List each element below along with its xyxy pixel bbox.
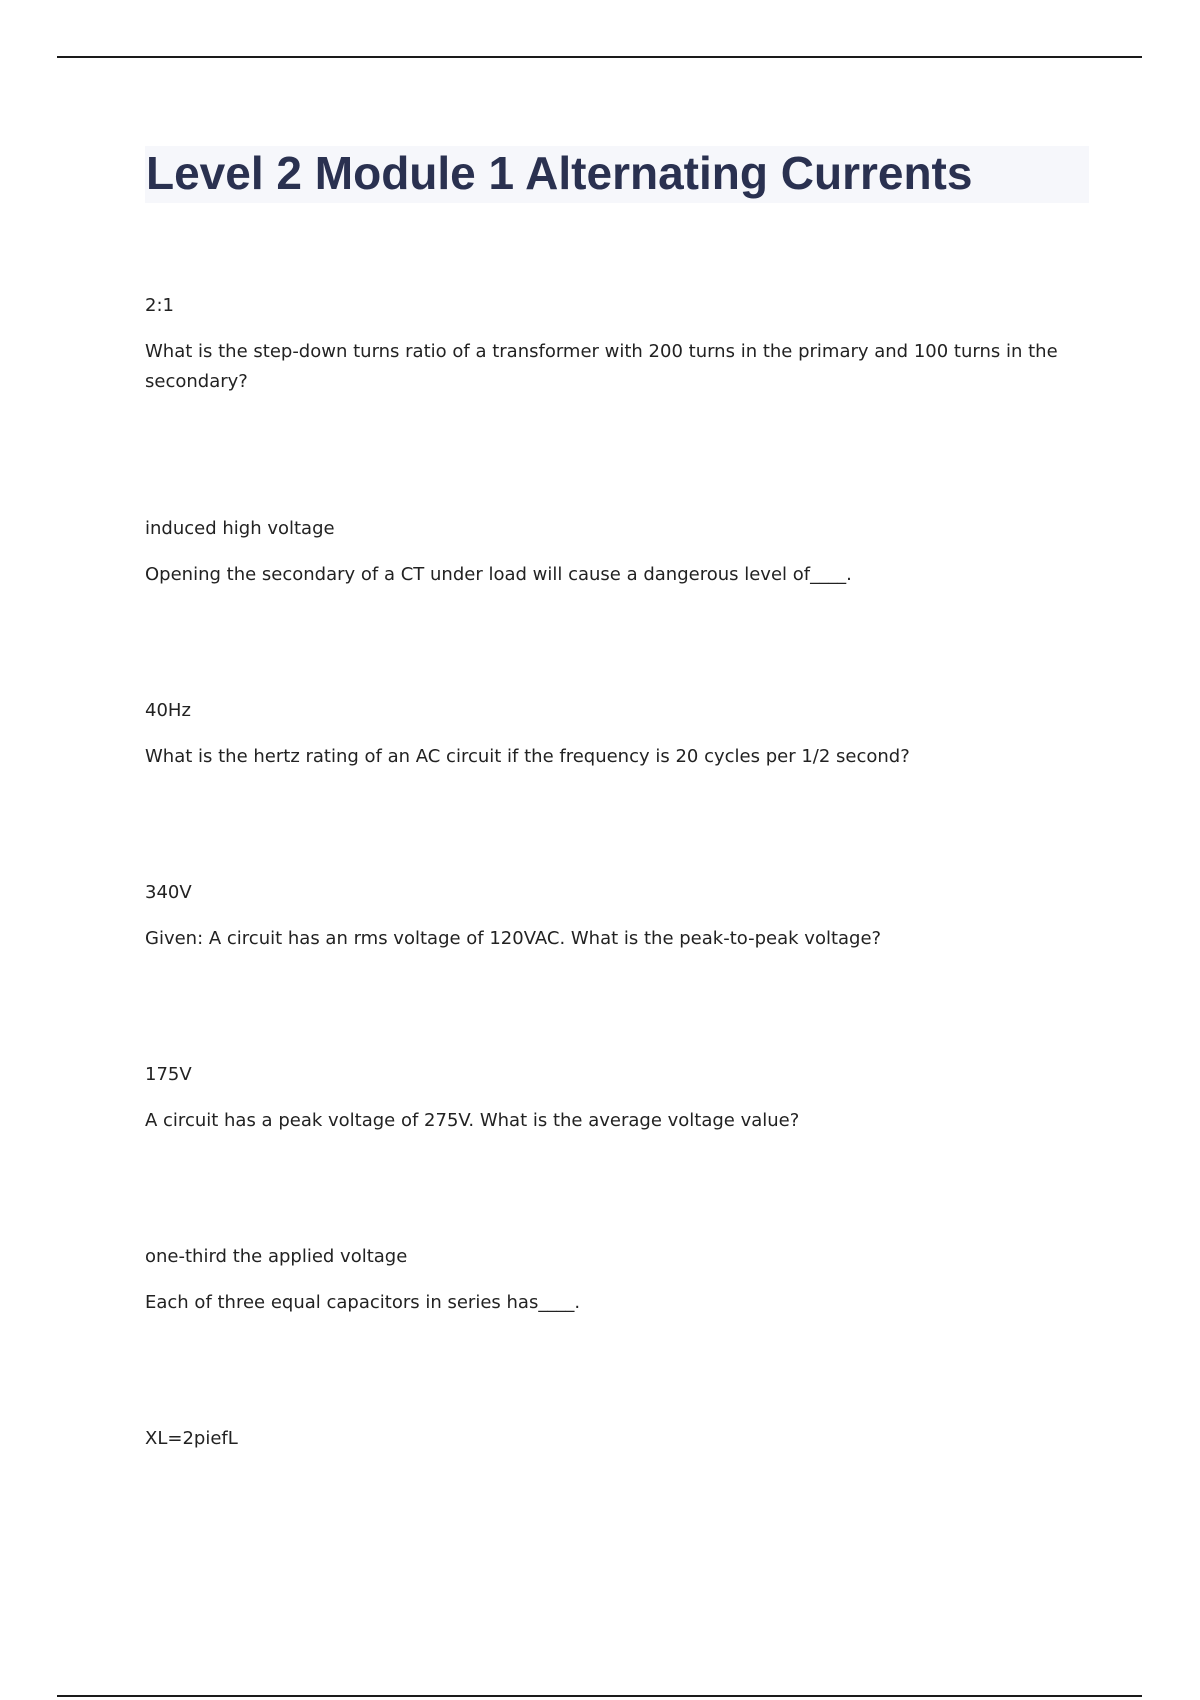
answer-text: XL=2piefL xyxy=(145,1428,238,1449)
question-text: What is the hertz rating of an AC circuit if the frequency is 20 cycles per 1/2 second? xyxy=(145,746,910,767)
answer-text: 2:1 xyxy=(145,295,174,316)
qa-item xyxy=(145,291,1065,514)
top-divider xyxy=(57,56,1142,58)
question-text: Each of three equal capacitors in series has____. xyxy=(145,1292,581,1313)
qa-list xyxy=(145,291,1065,1606)
question-text: Opening the secondary of a CT under load will cause a dangerous level of____. xyxy=(145,564,852,585)
answer-text: 40Hz xyxy=(145,700,191,721)
answer-text: induced high voltage xyxy=(145,518,335,539)
answer-text: one-third the applied voltage xyxy=(145,1246,408,1267)
qa-item xyxy=(145,1242,1065,1424)
qa-item xyxy=(145,878,1065,1060)
page-title: Level 2 Module 1 Alternating Currents xyxy=(146,147,973,199)
answer-text: 340V xyxy=(145,882,192,903)
bottom-divider xyxy=(57,1695,1142,1697)
answer-text: 175V xyxy=(145,1064,192,1085)
qa-item xyxy=(145,514,1065,696)
qa-item xyxy=(145,1424,1065,1606)
question-text: Given: A circuit has an rms voltage of 120VAC. What is the peak-to-peak voltage? xyxy=(145,928,882,949)
question-text: A circuit has a peak voltage of 275V. What is the average voltage value? xyxy=(145,1110,800,1131)
qa-item xyxy=(145,696,1065,878)
question-text: What is the step-down turns ratio of a transformer with 200 turns in the primary and 100 turns in the secondary? xyxy=(145,341,1058,392)
qa-item xyxy=(145,1060,1065,1242)
